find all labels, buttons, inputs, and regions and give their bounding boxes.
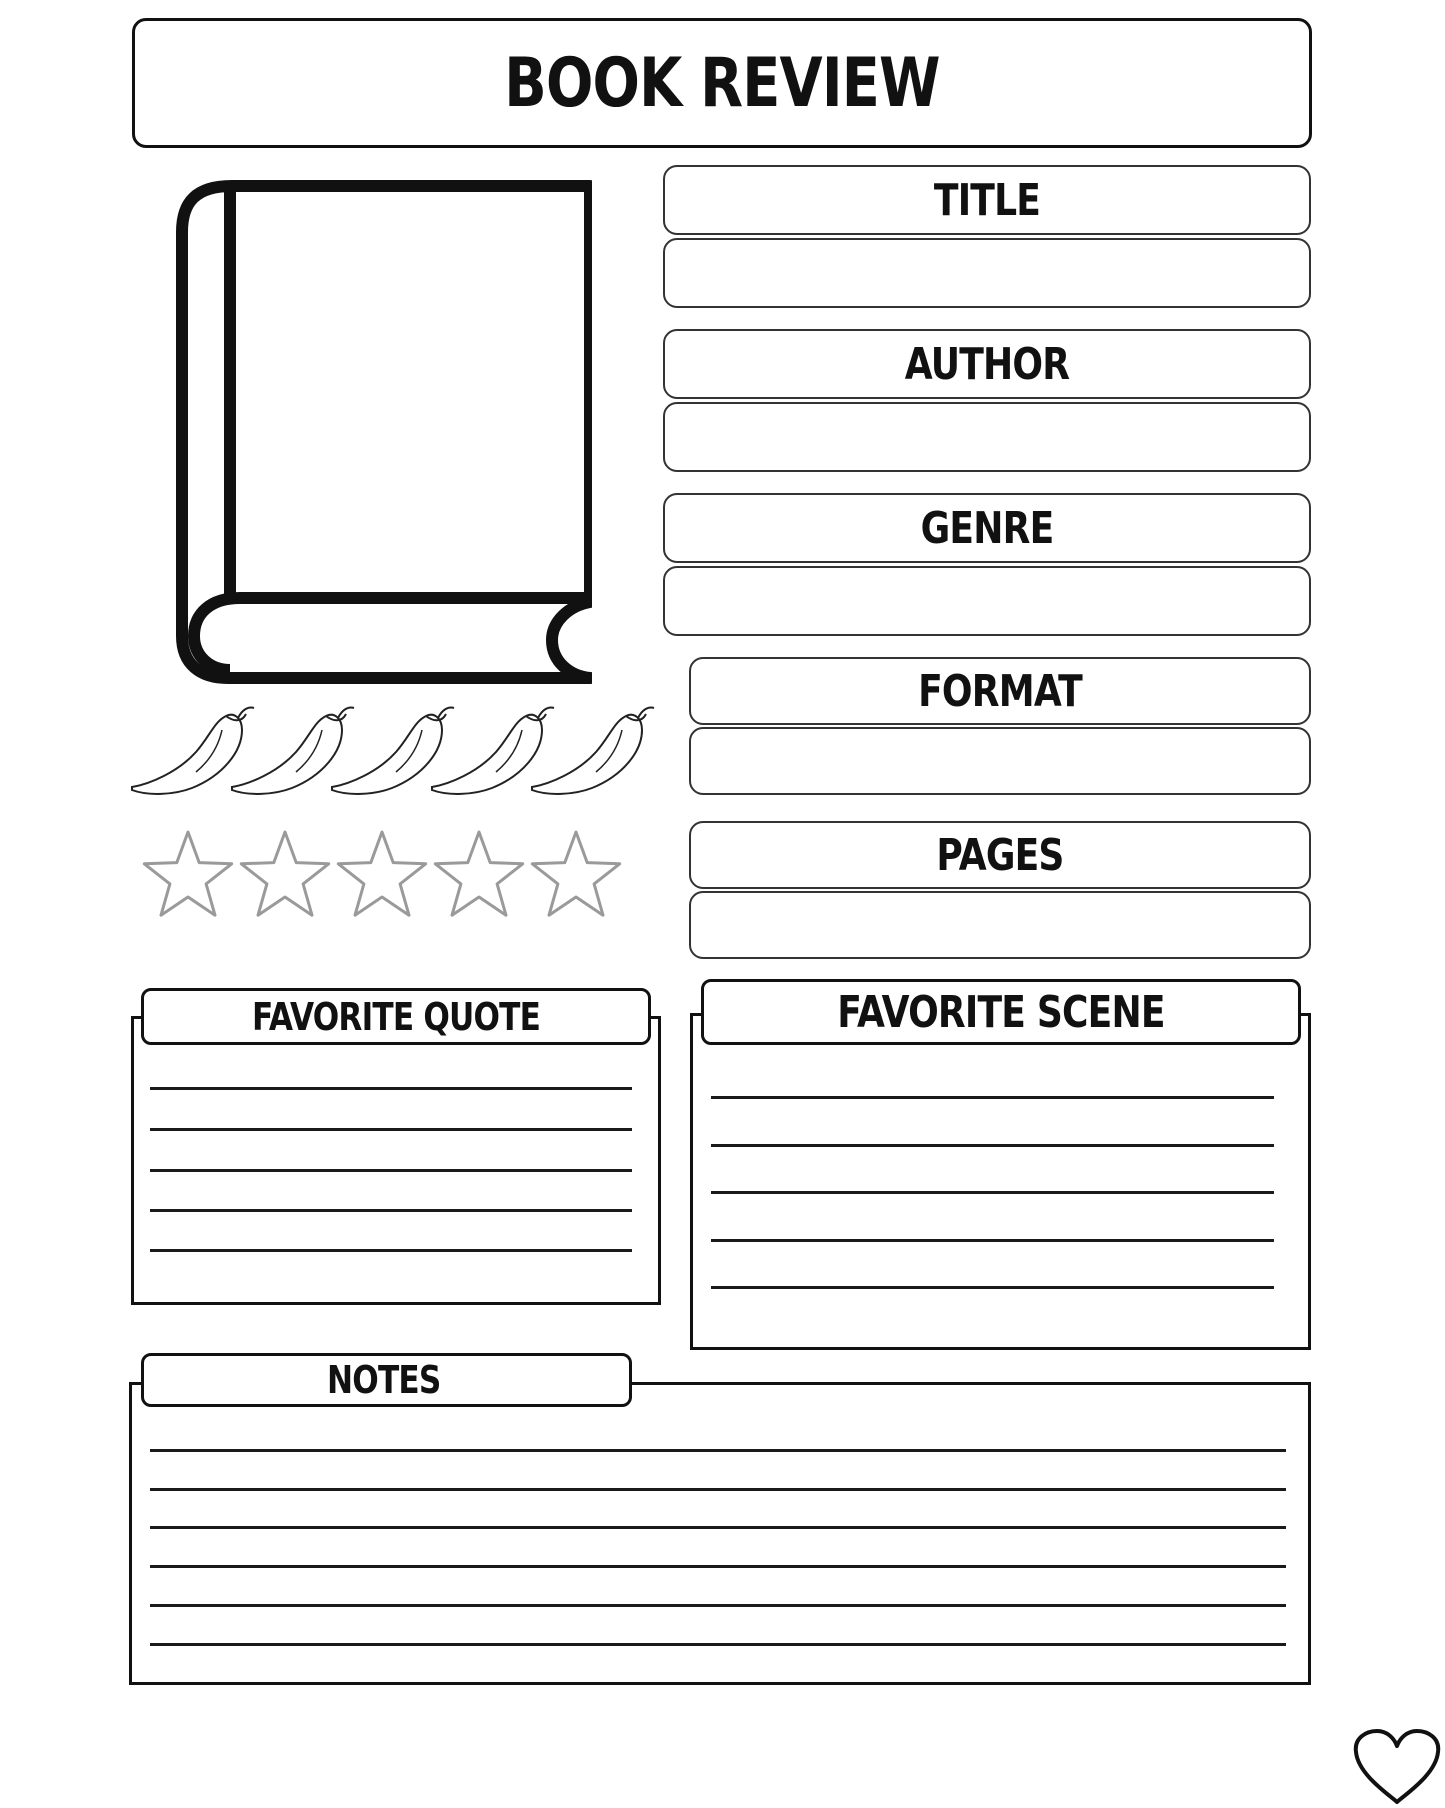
favorite-scene-tab [701,979,1301,1045]
scene-line [711,1191,1274,1194]
favorite-quote-label: FAVORITE QUOTE [251,994,541,1039]
chili-pepper-icon[interactable] [432,707,554,793]
scene-line [711,1239,1274,1242]
pages-field[interactable] [689,891,1311,959]
author-label: AUTHOR [904,338,1070,390]
star-icon[interactable] [144,832,231,915]
spice-rating[interactable] [130,700,670,800]
format-field[interactable] [689,727,1311,795]
favorite-quote-box[interactable] [131,1016,661,1305]
quote-line [150,1209,632,1212]
favorite-quote-tab [141,988,651,1045]
book-icon [172,178,592,688]
genre-value [723,568,1251,634]
favorite-scene-box[interactable] [690,1013,1311,1350]
pages-label: PAGES [936,829,1064,881]
format-value [747,729,1254,793]
quote-line [150,1087,632,1090]
scene-line [711,1286,1274,1289]
pages-label-pill [689,821,1311,889]
title-label: TITLE [933,174,1041,226]
genre-label-pill [663,493,1311,563]
notes-line [150,1449,1286,1452]
chili-pepper-icon[interactable] [332,707,454,793]
book-cover-frame[interactable] [172,178,592,688]
title-value [723,240,1251,306]
author-label-pill [663,329,1311,399]
header-title-box [132,18,1312,148]
genre-field[interactable] [663,566,1311,636]
star-rating[interactable] [140,828,630,924]
author-value [723,404,1251,470]
star-icon[interactable] [532,832,619,915]
chili-pepper-icon[interactable] [132,707,254,793]
notes-box[interactable] [129,1382,1311,1685]
notes-line [150,1526,1286,1529]
title-label-pill [663,165,1311,235]
scene-line [711,1096,1274,1099]
notes-line [150,1604,1286,1607]
pages-value [747,893,1254,957]
star-icon[interactable] [338,832,425,915]
format-label-pill [689,657,1311,725]
notes-line [150,1488,1286,1491]
format-label: FORMAT [918,665,1082,717]
notes-line [150,1643,1286,1646]
quote-line [150,1249,632,1252]
quote-line [150,1128,632,1131]
notes-label: NOTES [327,1358,441,1402]
genre-label: GENRE [920,502,1054,554]
title-field[interactable] [663,238,1311,308]
chili-pepper-icon[interactable] [532,707,654,793]
notes-line [150,1565,1286,1568]
page-title: BOOK REVIEW [504,43,940,123]
author-field[interactable] [663,402,1311,472]
star-icon[interactable] [435,832,522,915]
notes-tab [141,1353,632,1407]
chili-pepper-icon[interactable] [232,707,354,793]
favorite-scene-label: FAVORITE SCENE [837,986,1165,1038]
star-icon[interactable] [241,832,328,915]
quote-line [150,1169,632,1172]
scene-line [711,1144,1274,1147]
heart-icon[interactable] [1352,1728,1442,1806]
